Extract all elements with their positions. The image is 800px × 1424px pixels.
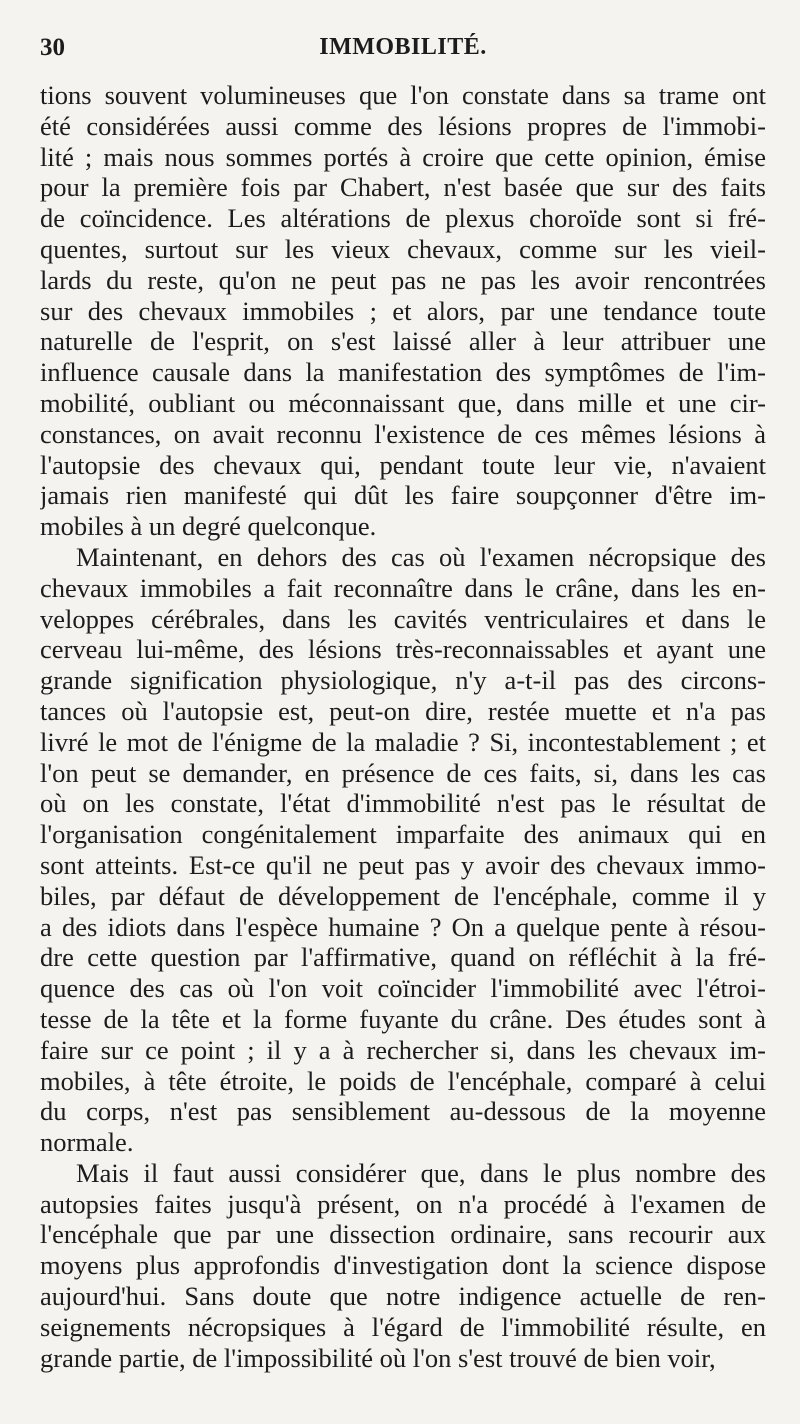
text-line: de coïncidence. Les altérations de plexus choroïde sont si fré- — [40, 203, 766, 234]
text-line: l'on peut se demander, en présence de ces faits, si, dans les cas — [40, 757, 766, 788]
text-line: lards du reste, qu'on ne peut pas ne pas les avoir rencontrées — [40, 264, 766, 295]
text-line: quentes, surtout sur les vieux chevaux, comme sur les vieil- — [40, 233, 766, 264]
page-number: 30 — [40, 34, 65, 61]
text-line: jamais rien manifesté qui dût les faire soupçonner d'être im- — [40, 480, 766, 511]
text-line: tions souvent volumineuses que l'on constate dans sa trame ont — [40, 80, 766, 110]
running-head — [40, 34, 766, 68]
text-line: où on les constate, l'état d'immobilité n'est pas le résultat de — [40, 788, 766, 819]
text-line: cerveau lui-même, des lésions très-reconnaissables et ayant une — [40, 634, 766, 665]
text-line: moyens plus approfondis d'investigation dont la science dispose — [40, 1250, 766, 1281]
text-line: l'encéphale que par une dissection ordinaire, sans recourir aux — [40, 1219, 766, 1250]
text-line: tesse de la tête et la forme fuyante du crâne. Des études sont à — [40, 1003, 766, 1034]
text-line: biles, par défaut de développement de l'encéphale, comme il y — [40, 880, 766, 911]
text-line: sont atteints. Est-ce qu'il ne peut pas y avoir des chevaux immo- — [40, 849, 766, 880]
text-line: chevaux immobiles a fait reconnaître dans le crâne, dans les en- — [40, 572, 766, 603]
paragraph — [40, 1158, 766, 1374]
text-line: du corps, n'est pas sensiblement au-dessous de la moyenne — [40, 1096, 766, 1127]
text-line: lité ; mais nous sommes portés à croire que cette opinion, émise — [40, 141, 766, 172]
text-line: faire sur ce point ; il y a à rechercher si, dans les chevaux im- — [40, 1034, 766, 1065]
text-line: sur des chevaux immobiles ; et alors, par une tendance toute — [40, 295, 766, 326]
text-line: l'autopsie des chevaux qui, pendant toute leur vie, n'avaient — [40, 449, 766, 480]
paragraph — [40, 542, 766, 1158]
text-line: mobiles à un degré quelconque. — [40, 511, 377, 542]
text-line: grande signification physiologique, n'y a-t-il pas des circons- — [40, 665, 766, 696]
text-line: normale. — [40, 1127, 134, 1158]
text-line: naturelle de l'esprit, on s'est laissé aller à leur attribuer une — [40, 326, 766, 357]
text-line: seignements nécropsiques à l'égard de l'immobilité résulte, en — [40, 1311, 766, 1342]
text-line: livré le mot de l'énigme de la maladie ? Si, incontestablement ; et — [40, 726, 766, 757]
text-line: autopsies faites jusqu'à présent, on n'a procédé à l'examen de — [40, 1188, 766, 1219]
text-line: quence des cas où l'on voit coïncider l'immobilité avec l'étroi- — [40, 973, 766, 1004]
text-line: l'organisation congénitalement imparfaite des animaux qui en — [40, 819, 766, 850]
text-line: tances où l'autopsie est, peut-on dire, restée muette et n'a pas — [40, 695, 766, 726]
text-line: mobilité, oubliant ou méconnaissant que, dans mille et une cir- — [40, 387, 766, 418]
text-line: influence causale dans la manifestation des symptômes de l'im- — [40, 357, 766, 388]
text-line: dre cette question par l'affirmative, quand on réfléchit à la fré- — [40, 942, 766, 973]
text-line: aujourd'hui. Sans doute que notre indigence actuelle de ren- — [40, 1281, 766, 1312]
text-line: Maintenant, en dehors des cas où l'examen nécropsique des — [76, 541, 766, 572]
text-line: veloppes cérébrales, dans les cavités ventriculaires et dans le — [40, 603, 766, 634]
text-line: grande partie, de l'impossibilité où l'on s'est trouvé de bien voir, — [40, 1342, 716, 1373]
running-title: IMMOBILITÉ. — [319, 34, 487, 60]
text-line: pour la première fois par Chabert, n'est basée que sur des faits — [40, 172, 766, 203]
text-line: mobiles, à tête étroite, le poids de l'encéphale, comparé à celui — [40, 1065, 766, 1096]
text-line: Mais il faut aussi considérer que, dans le plus nombre des — [76, 1157, 766, 1188]
paragraph — [40, 80, 766, 542]
body-text — [40, 80, 766, 1373]
text-line: a des idiots dans l'espèce humaine ? On a quelque pente à résou- — [40, 911, 766, 942]
text-line: constances, on avait reconnu l'existence de ces mêmes lésions à — [40, 418, 766, 449]
text-line: été considérées aussi comme des lésions propres de l'immobi- — [40, 110, 766, 141]
